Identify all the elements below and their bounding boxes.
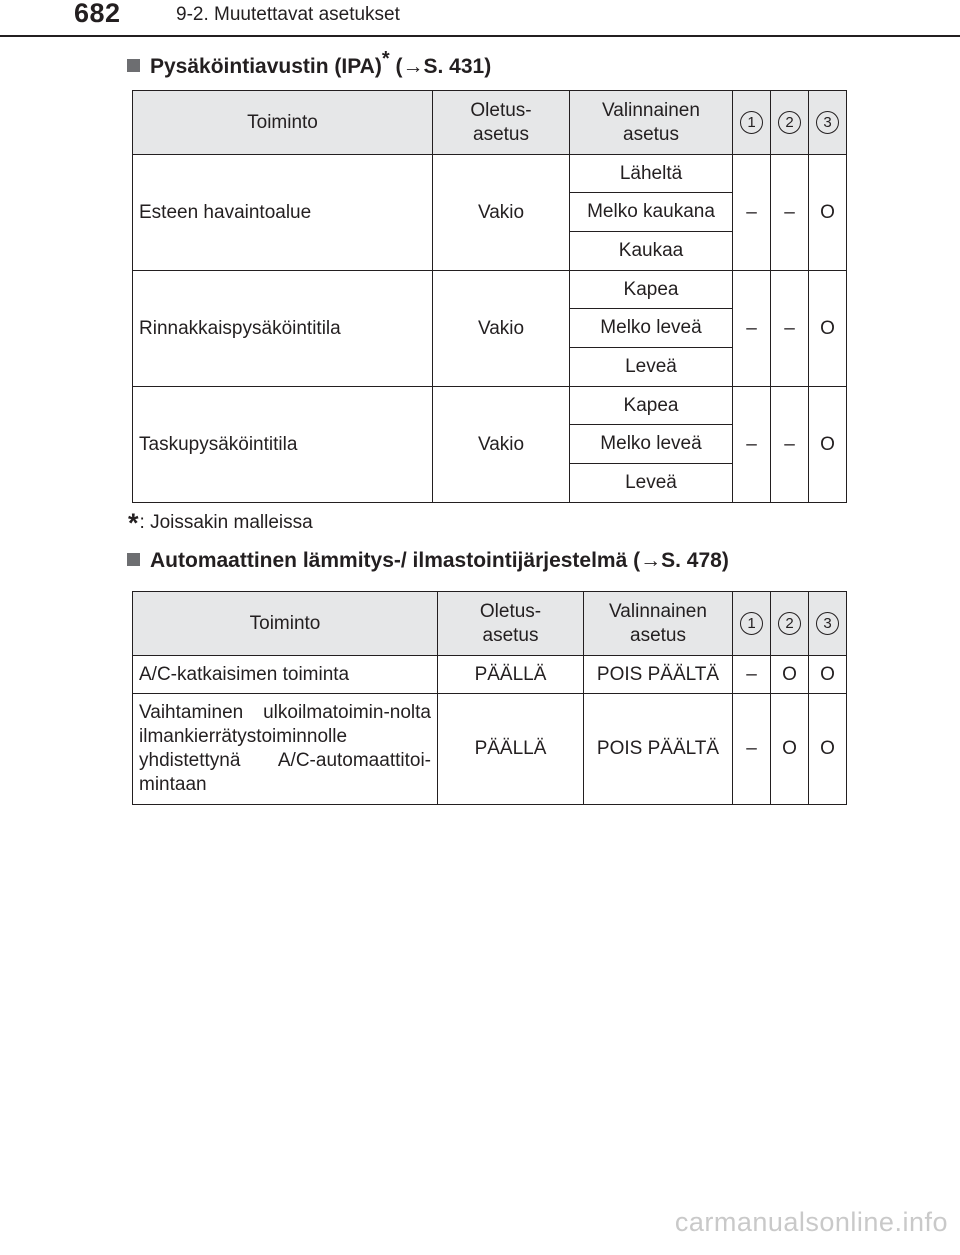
column-header-default-text: Oletus- asetus xyxy=(479,600,542,646)
option-cell: Kapea xyxy=(570,387,733,425)
optional-cell: POIS PÄÄLTÄ xyxy=(584,694,733,805)
column-header-function: Toiminto xyxy=(133,91,433,155)
circled-1-icon: 1 xyxy=(740,111,763,134)
column-header-optional xyxy=(584,592,733,656)
customize-cell-1: – xyxy=(733,656,771,694)
page-header xyxy=(0,0,960,40)
option-cell: Kaukaa xyxy=(570,232,733,271)
section-heading-ac-text: Automaattinen lämmitys-/ ilmastointijärjestelmä xyxy=(150,549,628,572)
option-cell: Melko kaukana xyxy=(570,193,733,232)
asterisk-mark: * xyxy=(381,48,390,70)
function-cell: Taskupysäköintitila xyxy=(133,387,433,503)
customize-cell-1: – xyxy=(733,271,771,387)
option-cell: Leveä xyxy=(570,348,733,387)
section-heading-ipa xyxy=(127,48,491,79)
table-row xyxy=(133,656,847,694)
square-bullet-icon xyxy=(127,59,140,72)
square-bullet-icon xyxy=(127,553,140,566)
customize-cell-1: – xyxy=(733,694,771,805)
chapter-title: 9-2. Muutettavat asetukset xyxy=(176,4,400,25)
column-header-2 xyxy=(771,592,809,656)
footnote xyxy=(128,508,313,539)
customize-cell-3: O xyxy=(809,271,847,387)
column-header-optional-text: Valinnainen asetus xyxy=(609,600,707,646)
column-header-3 xyxy=(809,91,847,155)
default-cell: Vakio xyxy=(433,155,570,271)
customize-cell-2: – xyxy=(771,387,809,503)
function-cell: Vaihtaminen ulkoilmatoimin-nolta ilmankierrätystoiminnolle yhdistettynä A/C-automaattitoi-mintaan xyxy=(133,694,438,805)
footnote-text: : Joissakin malleissa xyxy=(139,512,313,533)
section-heading-ipa-text: Pysäköintiavustin (IPA) xyxy=(150,55,382,78)
customize-cell-2: – xyxy=(771,155,809,271)
page-reference-link[interactable]: (→S. 478) xyxy=(633,549,729,572)
default-cell: PÄÄLLÄ xyxy=(438,656,584,694)
circled-3-icon: 3 xyxy=(816,612,839,635)
optional-cell: POIS PÄÄLTÄ xyxy=(584,656,733,694)
column-header-default xyxy=(438,592,584,656)
customize-cell-2: – xyxy=(771,271,809,387)
customize-cell-1: – xyxy=(733,155,771,271)
footnote-asterisk: * xyxy=(128,508,139,538)
customize-cell-1: – xyxy=(733,387,771,503)
column-header-3 xyxy=(809,592,847,656)
table-header-row xyxy=(133,91,847,155)
default-cell: PÄÄLLÄ xyxy=(438,694,584,805)
column-header-1 xyxy=(733,91,771,155)
function-cell: Esteen havaintoalue xyxy=(133,155,433,271)
table-row xyxy=(133,271,847,309)
customize-cell-3: O xyxy=(809,387,847,503)
ac-settings-table xyxy=(132,591,847,805)
watermark: carmanualsonline.info xyxy=(674,1207,948,1237)
table-header-row xyxy=(133,592,847,656)
column-header-1 xyxy=(733,592,771,656)
ipa-settings-table xyxy=(132,90,847,503)
option-cell: Melko leveä xyxy=(570,425,733,464)
option-cell: Läheltä xyxy=(570,155,733,193)
table-row xyxy=(133,387,847,425)
customize-cell-2: O xyxy=(771,694,809,805)
customize-cell-2: O xyxy=(771,656,809,694)
circled-2-icon: 2 xyxy=(778,111,801,134)
section-heading-ac xyxy=(127,549,729,573)
column-header-default xyxy=(433,91,570,155)
page-reference-link[interactable]: (→S. 431) xyxy=(395,55,492,78)
default-cell: Vakio xyxy=(433,271,570,387)
option-cell: Melko leveä xyxy=(570,309,733,348)
option-cell: Leveä xyxy=(570,464,733,503)
function-cell: A/C-katkaisimen toiminta xyxy=(133,656,438,694)
customize-cell-3: O xyxy=(809,656,847,694)
circled-1-icon: 1 xyxy=(740,612,763,635)
customize-cell-3: O xyxy=(809,694,847,805)
table-row xyxy=(133,155,847,193)
column-header-default-text: Oletus- asetus xyxy=(470,99,532,145)
column-header-2 xyxy=(771,91,809,155)
page-number: 682 xyxy=(74,0,121,28)
option-cell: Kapea xyxy=(570,271,733,309)
header-rule xyxy=(0,35,960,37)
customize-cell-3: O xyxy=(809,155,847,271)
column-header-function: Toiminto xyxy=(133,592,438,656)
circled-2-icon: 2 xyxy=(778,612,801,635)
default-cell: Vakio xyxy=(433,387,570,503)
table-row xyxy=(133,694,847,805)
function-cell: Rinnakkaispysäköintitila xyxy=(133,271,433,387)
circled-3-icon: 3 xyxy=(816,111,839,134)
column-header-optional-text: Valinnainen asetus xyxy=(602,99,700,145)
column-header-optional xyxy=(570,91,733,155)
